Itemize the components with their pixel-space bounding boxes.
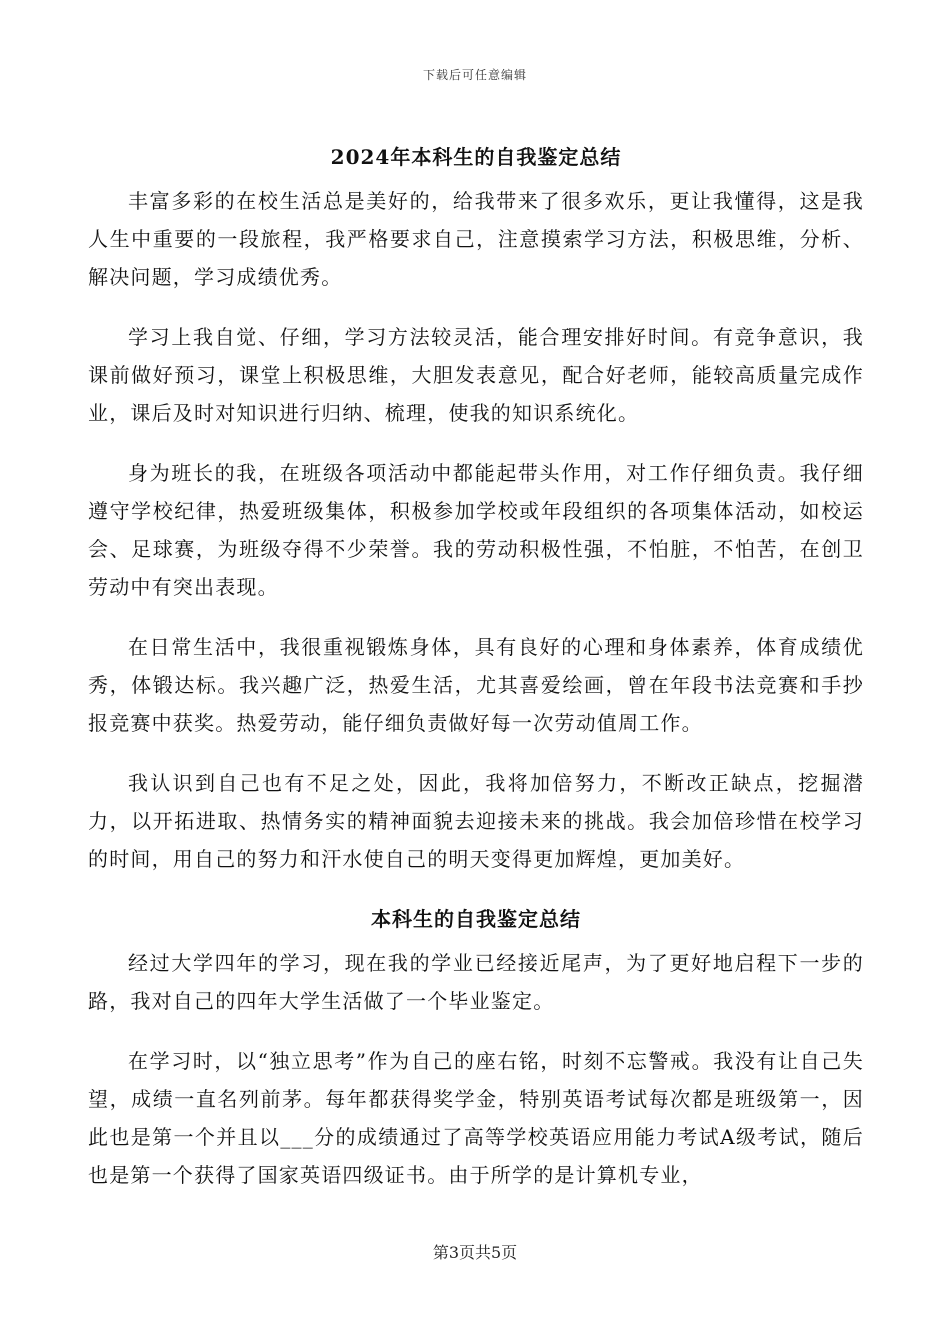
- header-note: 下载后可任意编辑: [422, 68, 527, 82]
- document-body: [88, 138, 864, 1194]
- section1-paragraph-1: 丰富多彩的在校生活总是美好的，给我带来了很多欢乐，更让我懂得，这是我人生中重要的一段旅程，我严格要求自己，注意摸索学习方法，积极思维，分析、解决问题，学习成绩优秀。: [88, 189, 864, 289]
- section1-paragraph-4: 在日常生活中，我很重视锻炼身体，具有良好的心理和身体素养，体育成绩优秀，体锻达标。我兴趣广泛，热爱生活，尤其喜爱绘画，曾在年段书法竞赛和手抄报竞赛中获奖。热爱劳动，能仔细负责做好每一次劳动值周工作。: [88, 635, 864, 735]
- section2-title: 本科生的自我鉴定总结: [371, 907, 581, 931]
- section1-paragraph-3: 身为班长的我，在班级各项活动中都能起带头作用，对工作仔细负责。我仔细遵守学校纪律，热爱班级集体，积极参加学校或年段组织的各项集体活动，如校运会、足球赛，为班级夺得不少荣誉。我的劳动积极性强，不怕脏，不怕苦，在创卫劳动中有突出表现。: [88, 461, 864, 599]
- page-number: 第3页共5页: [432, 1243, 518, 1262]
- section1-paragraph-2: 学习上我自觉、仔细，学习方法较灵活，能合理安排好时间。有竞争意识，我课前做好预习，课堂上积极思维，大胆发表意见，配合好老师，能较高质量完成作业，课后及时对知识进行归纳、梳理，使我的知识系统化。: [88, 325, 864, 425]
- section2-paragraph-2: 在学习时，以“独立思考”作为自己的座右铭，时刻不忘警戒。我没有让自己失望，成绩一直名列前茅。每年都获得奖学金，特别英语考试每次都是班级第一，因此也是第一个并且以___分的成绩通过了高等学校英语应用能力考试A级考试，随后也是第一个获得了国家英语四级证书。由于所学的是计算机专业，: [88, 1049, 864, 1187]
- section1-title: 2024年本科生的自我鉴定总结: [330, 145, 622, 169]
- section1-paragraph-5: 我认识到自己也有不足之处，因此，我将加倍努力，不断改正缺点，挖掘潜力，以开拓进取、热情务实的精神面貌去迎接未来的挑战。我会加倍珍惜在校学习的时间，用自己的努力和汗水使自己的明天变得更加辉煌，更加美好。: [88, 771, 864, 871]
- section2-paragraph-1: 经过大学四年的学习，现在我的学业已经接近尾声，为了更好地启程下一步的路，我对自己的四年大学生活做了一个毕业鉴定。: [88, 951, 864, 1013]
